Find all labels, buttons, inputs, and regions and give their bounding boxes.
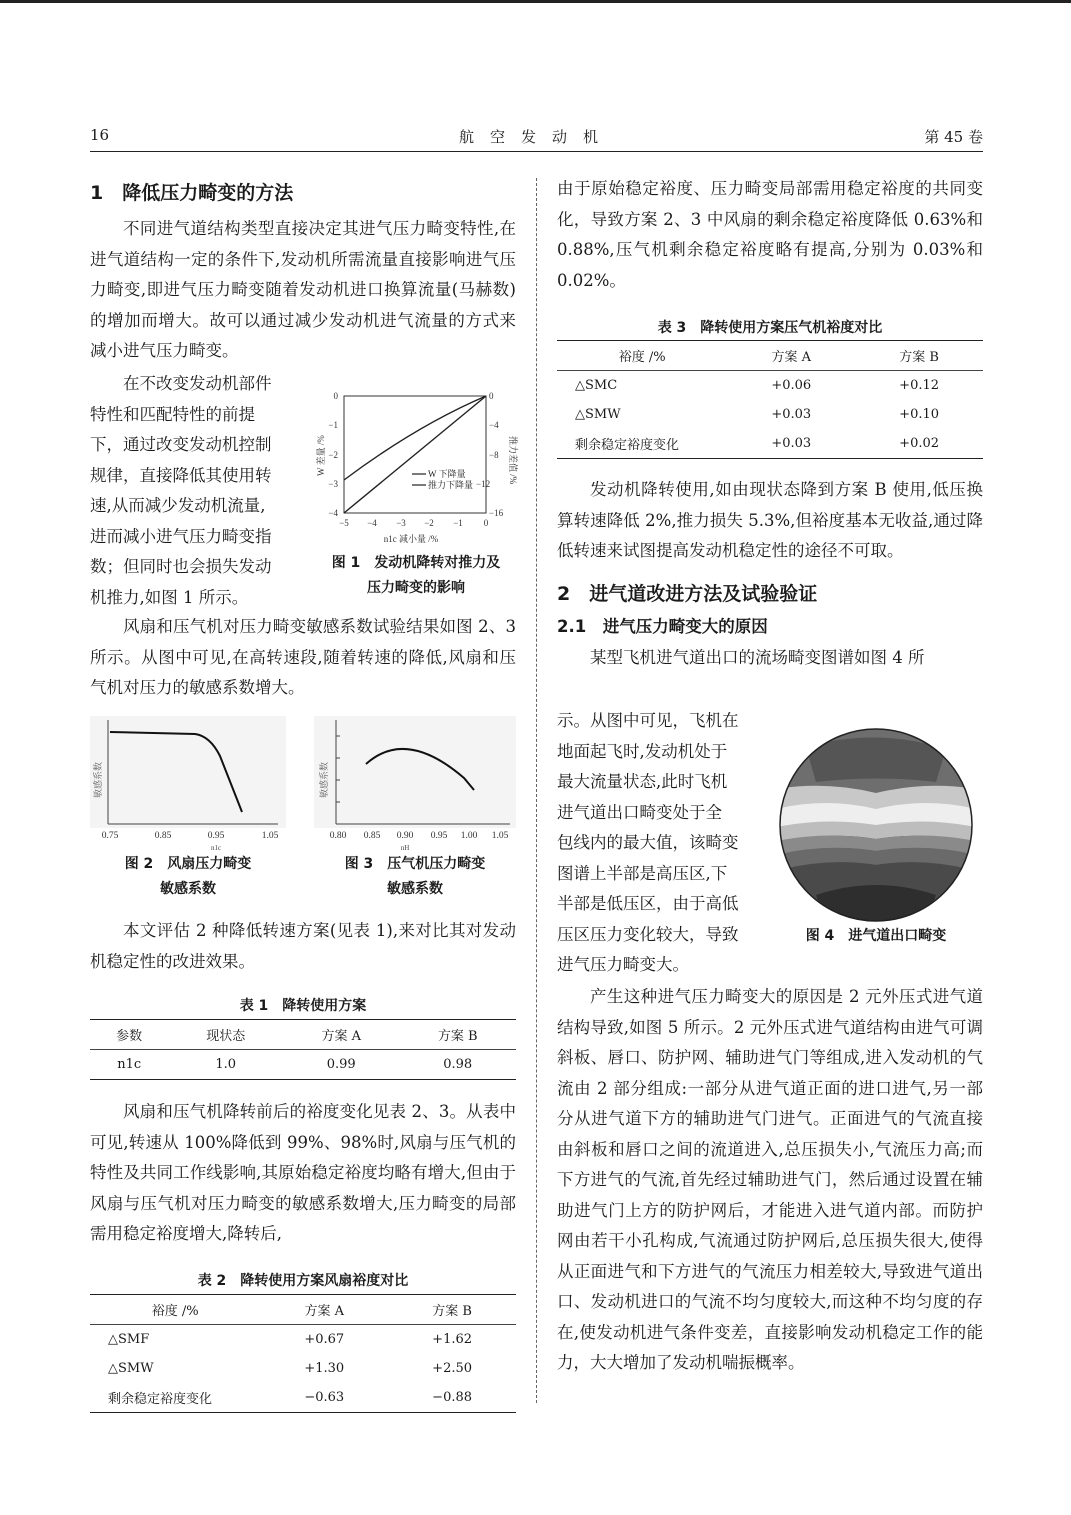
left-wrap-paragraph (90, 369, 316, 613)
y2-tick-label: 0 (489, 391, 494, 401)
x-tick-label: 1.05 (491, 831, 509, 841)
paragraph: 风扇和压气机降转前后的裕度变化见表 2、3。从表中可见,转速从 100%降低到 99%、98%时,风扇与压气机的特性及共同工作线影响,其原始稳定裕度均略有增大,但由于风扇与压气机对压力畸变的敏感系数增大,压力畸变的局部需用稳定裕度增大,降转后, (90, 1102, 516, 1243)
table-header: 方案 A (727, 341, 855, 371)
header-rule (90, 151, 983, 152)
table-cell: +0.02 (855, 429, 983, 459)
figure-1-caption (316, 551, 516, 601)
text-line: 某型飞机进气道出口的流场畸变图谱如图 4 所 (590, 647, 925, 667)
figure-1-chart (316, 384, 516, 549)
table-3 (557, 340, 983, 459)
text-line: 包线内的最大值，该畸变 (557, 833, 739, 852)
figure-4-distortion-map (776, 727, 976, 923)
x-tick-label: 0.95 (207, 831, 225, 841)
caption-line: 图 1 发动机降转对推力及 (331, 555, 501, 571)
table-cell: △SMW (575, 407, 621, 422)
figure-3-chart (314, 716, 516, 854)
caption-line: 图 2 风扇压力畸变 (124, 856, 252, 872)
x-axis-label: n1c (210, 844, 222, 852)
table-header: 裕度 /% (557, 341, 727, 371)
x-tick-label: −4 (367, 518, 377, 528)
page-header (90, 126, 983, 152)
table-row (90, 1383, 516, 1413)
y-axis-label: 敏感系数 (319, 761, 329, 798)
journal-name: 航空发动机 (458, 128, 614, 146)
table-cell: +0.03 (727, 429, 855, 459)
column-divider (536, 178, 537, 1403)
left-column-top (90, 178, 516, 367)
table-header: 方案 B (388, 1295, 516, 1325)
figure-2-caption (90, 852, 286, 902)
volume-label: 第 45 卷 (924, 128, 983, 146)
text-line: 最大流量状态,此时飞机 (557, 772, 728, 791)
x-tick-label: 1.00 (460, 831, 478, 841)
top-rule (0, 0, 1071, 3)
page-number: 16 (90, 126, 110, 144)
table-cell: △SMW (108, 1361, 154, 1376)
table-row (557, 429, 983, 459)
table-cell: −0.63 (260, 1383, 388, 1413)
text-line: 进气道出口畸变处于全 (557, 802, 722, 822)
x-tick-label: 0.85 (363, 831, 381, 841)
table-cell: +1.30 (304, 1361, 345, 1376)
text-line: 示。从图中可见，飞机在 (557, 711, 739, 730)
table-cell: 1.0 (168, 1050, 283, 1080)
table-cell: +0.03 (771, 407, 812, 422)
paragraph: 产生这种进气压力畸变大的原因是 2 元外压式进气道结构导致,如图 5 所示。2 元外压式进气道结构由进气可调斜板、唇口、防护网、辅助进气门等组成,进入发动机的气流由 2 部分组成:一部分从进气道正面的进口进气,另一部分从进气道下方的辅助进气门进气。正面进气的气流直接由斜板和唇口之间的流道进入,总压损失小,气流压力高;而下方进气的气流,首先经过辅助进气门，然后通过设置在辅助进气门上方的防护网后，才能进入进气道内部。而防护网由若干小孔构成,气流通过防护网后,总压损失很大,使得从正面进气和下方进气的气流压力相差较大,导致进气道出口、发动机进口的气流不均匀度较大,而这种不均匀度的存在,使发动机进气条件变差，直接影响发动机稳定工作的能力，大大增加了发动机喘振概率。 (557, 987, 983, 1372)
x-tick-label: −3 (396, 518, 406, 528)
text-line: 速,从而减少发动机流量, (90, 496, 266, 515)
x-tick-label: −5 (339, 518, 349, 528)
table-header: 方案 A (260, 1295, 388, 1325)
text-line: 机推力,如图 1 所示。 (90, 587, 249, 607)
table-row (90, 1325, 516, 1355)
plot-background (314, 716, 516, 828)
table-header: 方案 A (283, 1020, 399, 1050)
right-wrap-paragraph (557, 706, 767, 981)
table-cell: +0.67 (304, 1332, 345, 1347)
table-header: 裕度 /% (90, 1295, 260, 1325)
table-row (90, 1354, 516, 1383)
figure-2-chart (90, 716, 286, 854)
table-header: 参数 (90, 1020, 168, 1050)
paragraph: 发动机降转使用,如由现状态降到方案 B 使用,低压换算转速降低 2%,推力损失 5.3%,但裕度基本无收益,通过降低转速来试图提高发动机稳定性的途径不可取。 (557, 480, 983, 560)
x-tick-label: 0.75 (101, 831, 119, 841)
paragraph: 不同进气道结构类型直接决定其进气压力畸变特性,在进气道结构一定的条件下,发动机所需流量直接影响进气压力畸变,即进气压力畸变随着发动机进口换算流量(马赫数)的增加而增大。故可以通过减少发动机进气流量的方式来减小进气压力畸变。 (90, 219, 516, 360)
table-2-caption: 表 2 降转使用方案风扇裕度对比 (197, 1273, 409, 1289)
section-2-title: 2 进气道改进方法及试验验证 (557, 582, 818, 605)
table-cell: △SMF (108, 1332, 150, 1347)
table-cell: 剩余稳定裕度变化 (90, 1383, 260, 1413)
y2-tick-label: −12 (476, 479, 491, 489)
y-tick-label: 0 (333, 391, 338, 401)
x-tick-label: −1 (453, 518, 463, 528)
text-line: 特性和匹配特性的前提 (90, 404, 255, 424)
x-tick-label: 0.95 (430, 831, 448, 841)
table-2 (90, 1294, 516, 1413)
right-column-bottom (557, 982, 983, 1379)
left-column-p4 (90, 916, 516, 977)
table-row (557, 371, 983, 401)
table-header: 方案 B (855, 341, 983, 371)
table-row (557, 400, 983, 429)
y-tick-label: −4 (328, 508, 338, 518)
text-line: 进气压力畸变大。 (557, 955, 689, 974)
text-line: 在不改变发动机部件 (123, 374, 272, 393)
table-cell: n1c (90, 1050, 168, 1080)
y-axis-label: W 差量 /% (316, 435, 326, 476)
table-header: 现状态 (168, 1020, 283, 1050)
table-row (90, 1050, 516, 1080)
text-line: 压区压力变化较大，导致 (557, 924, 739, 944)
figure-4-caption: 图 4 进气道出口畸变 (805, 928, 947, 944)
caption-line: 敏感系数 (160, 881, 216, 897)
y-axis-label: 敏感系数 (93, 761, 103, 798)
table-cell: △SMC (575, 378, 618, 393)
legend-label-w: W 下降量 (428, 469, 466, 479)
left-column-p5 (90, 1097, 516, 1250)
caption-line: 敏感系数 (387, 881, 443, 897)
section-2-1-title: 2.1 进气压力畸变大的原因 (557, 616, 768, 636)
paragraph: 本文评估 2 种降低转速方案(见表 1),来对比其对发动机稳定性的改进效果。 (90, 921, 516, 971)
text-line: 进而减小进气压力畸变指 (90, 526, 272, 546)
text-line: 图谱上半部是高压区,下 (557, 863, 728, 883)
table-cell: +0.12 (899, 378, 940, 393)
table-cell: +0.10 (899, 407, 940, 422)
text-line: 数；但同时也会损失发动 (90, 557, 272, 576)
y-tick-label: −2 (328, 450, 338, 460)
table-cell: +0.06 (771, 378, 812, 393)
series-thrust-line (344, 396, 486, 513)
y2-tick-label: −4 (489, 420, 499, 430)
table-cell: +2.50 (432, 1361, 473, 1376)
x-tick-label: 0.80 (329, 831, 347, 841)
caption-line: 图 3 压气机压力畸变 (344, 856, 486, 872)
legend-label-thrust: 推力下降量 (428, 480, 474, 490)
paragraph: 风扇和压气机对压力畸变敏感系数试验结果如图 2、3 所示。从图中可见,在高转速段,随着转速的降低,风扇和压气机对压力的敏感系数增大。 (90, 617, 516, 697)
y2-tick-label: −8 (489, 450, 499, 460)
text-line: 半部是低压区，由于高低 (557, 894, 739, 913)
series-w-line (344, 396, 486, 480)
table-header: 方案 B (399, 1020, 516, 1050)
table-cell: 0.99 (283, 1050, 399, 1080)
paragraph: 由于原始稳定裕度、压力畸变局部需用稳定裕度的共同变化，导致方案 2、3 中风扇的剩余稳定裕度降低 0.63%和 0.88%,压气机剩余稳定裕度略有提高,分别为 0.03%和 0.02%。 (557, 179, 983, 290)
table-1 (90, 1019, 516, 1080)
y-tick-label: −3 (328, 479, 338, 489)
text-line: 下，通过改变发动机控制 (90, 435, 272, 454)
x-tick-label: 1.05 (261, 831, 279, 841)
text-line: 规律，直接降低其使用转 (90, 465, 272, 485)
x-tick-label: −2 (424, 518, 434, 528)
table-cell: 0.98 (399, 1050, 516, 1080)
figure-3-caption (314, 852, 516, 902)
y-tick-label: −1 (328, 420, 338, 430)
x-tick-label: 0 (483, 518, 489, 528)
table-1-caption: 表 1 降转使用方案 (239, 998, 367, 1014)
text-line: 地面起飞时,发动机处于 (557, 741, 728, 761)
table-cell: −0.88 (388, 1383, 516, 1413)
x-axis-label: n1c 减小量 /% (383, 534, 439, 544)
right-column-mid (557, 475, 983, 673)
right-column-top (557, 174, 983, 296)
left-column-mid (90, 612, 516, 704)
table-3-caption: 表 3 降转使用方案压气机裕度对比 (657, 320, 883, 336)
y2-tick-label: −16 (489, 508, 504, 518)
x-tick-label: 0.90 (396, 831, 414, 841)
table-cell: 剩余稳定裕度变化 (557, 429, 727, 459)
y2-axis-label: 推力差值 /% (508, 436, 518, 485)
section-1-title: 1 降低压力畸变的方法 (90, 182, 294, 204)
table-cell: +1.62 (432, 1332, 473, 1347)
caption-line: 压力畸变的影响 (367, 580, 465, 596)
x-tick-label: 0.85 (154, 831, 172, 841)
x-axis-label: nH (400, 844, 410, 852)
